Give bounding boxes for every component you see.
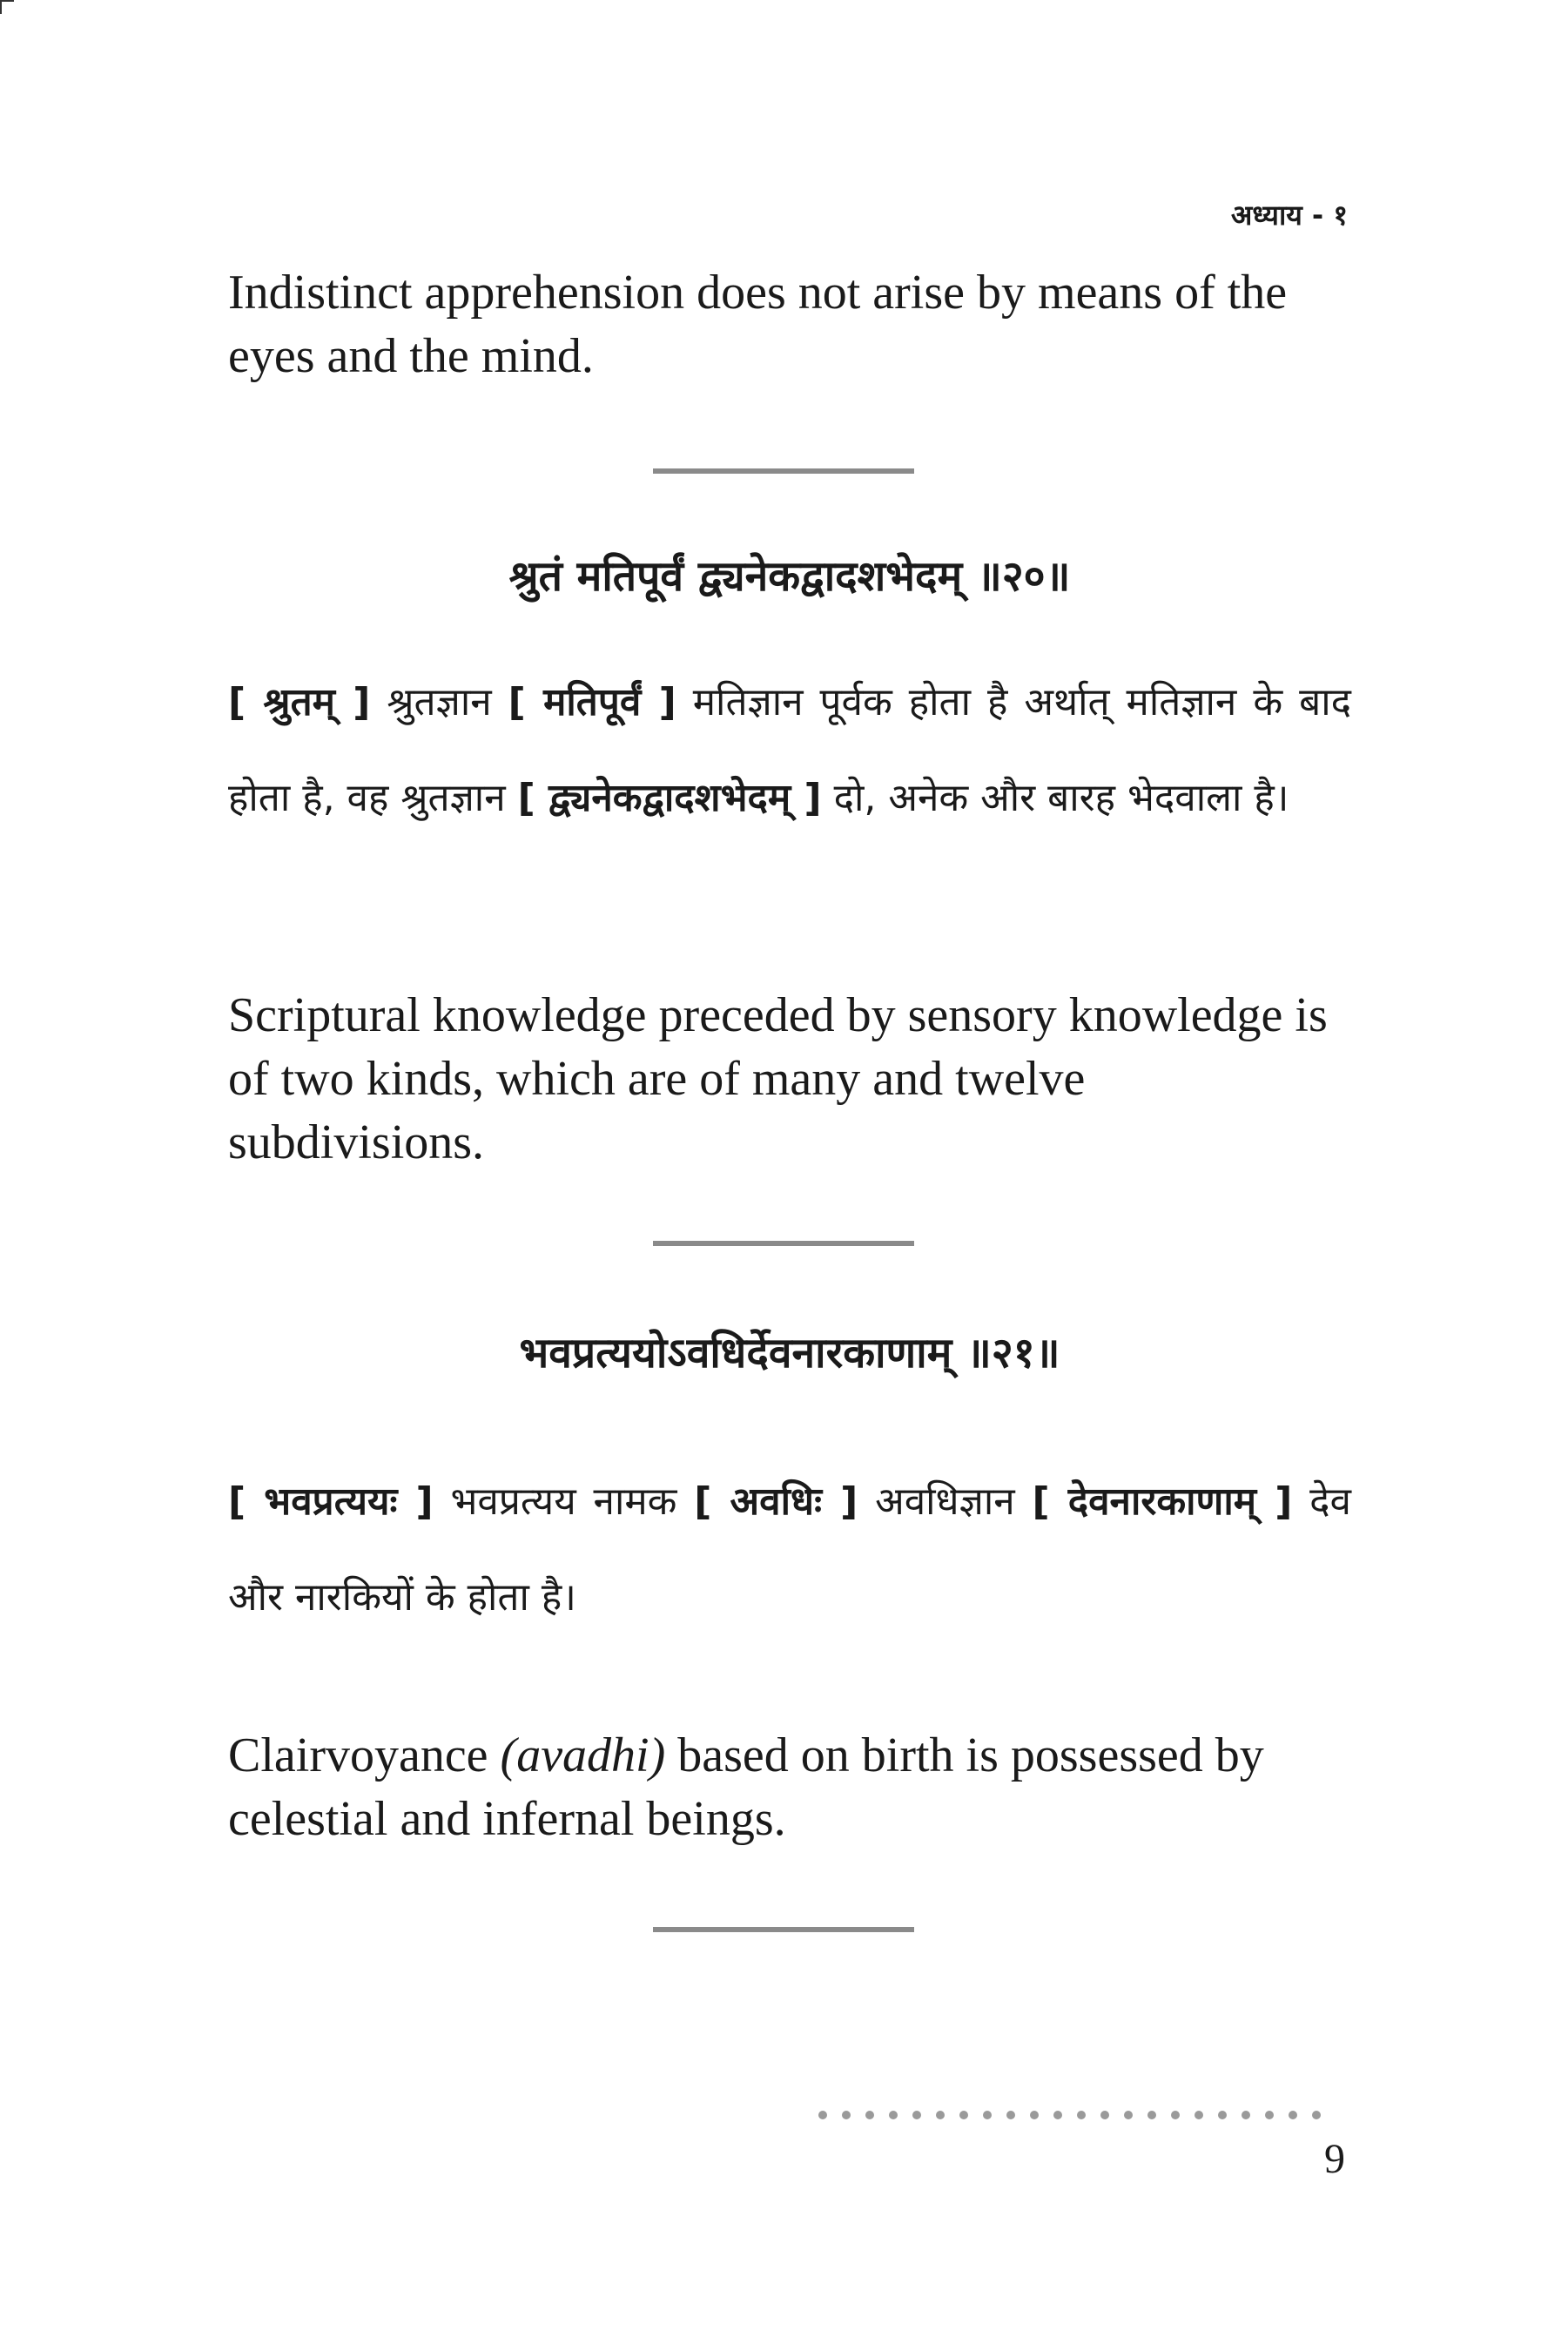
sutra-20-gloss — [228, 655, 1351, 846]
section-divider — [653, 1927, 914, 1932]
chapter-header: अध्याय - १ — [1230, 199, 1348, 232]
gloss-term: [ श्रुतम् ] — [228, 680, 371, 724]
gloss-text: मतिज्ञान पूर्वक होता है अर्थात् मतिज्ञान के बाद होता है, वह श्रुतज्ञान — [228, 680, 1351, 820]
section-divider — [653, 468, 914, 474]
gloss-text: भवप्रत्यय नामक — [433, 1479, 695, 1524]
gloss-term: [ द्व्यनेकद्वादशभेदम् ] — [517, 776, 822, 820]
sutra-20: श्रुतं मतिपूर्वं द्व्यनेकद्वादशभेदम् ॥२०॥ — [508, 552, 1071, 601]
sutra-20-english: Scriptural knowledge preceded by sensory knowledge is of two kinds, which are of many and twelve subdivisions. — [228, 988, 1328, 1169]
footer-dot-rule — [818, 2111, 1341, 2121]
crop-mark — [0, 0, 14, 14]
intro-english-text: Indistinct apprehension does not arise by means of the eyes and the mind. — [228, 266, 1288, 383]
sutra-21-english — [228, 1724, 1351, 1851]
page-number: 9 — [1324, 2136, 1345, 2182]
gloss-text: श्रुतज्ञान — [370, 680, 508, 724]
gloss-text: अवधिज्ञान — [858, 1479, 1033, 1524]
gloss-term: [ मतिपूर्वं ] — [508, 680, 676, 724]
gloss-term: [ भवप्रत्ययः ] — [228, 1479, 434, 1524]
english-italic-term: (avadhi) — [500, 1728, 666, 1782]
gloss-term: [ अवधिः ] — [694, 1479, 858, 1524]
sutra-21-gloss — [228, 1454, 1351, 1646]
english-text: based on birth is possessed by celestial and infernal beings. — [228, 1728, 1264, 1846]
section-divider — [653, 1241, 914, 1246]
gloss-text: दो, अनेक और बारह भेदवाला है। — [821, 776, 1289, 820]
gloss-text: देव और नारकियों के होता है। — [228, 1479, 1351, 1620]
english-text: Clairvoyance — [228, 1728, 501, 1782]
sutra-21: भवप्रत्ययोऽवधिर्देवनारकाणाम् ॥२१॥ — [519, 1329, 1060, 1378]
gloss-term: [ देवनारकाणाम् ] — [1032, 1479, 1293, 1524]
